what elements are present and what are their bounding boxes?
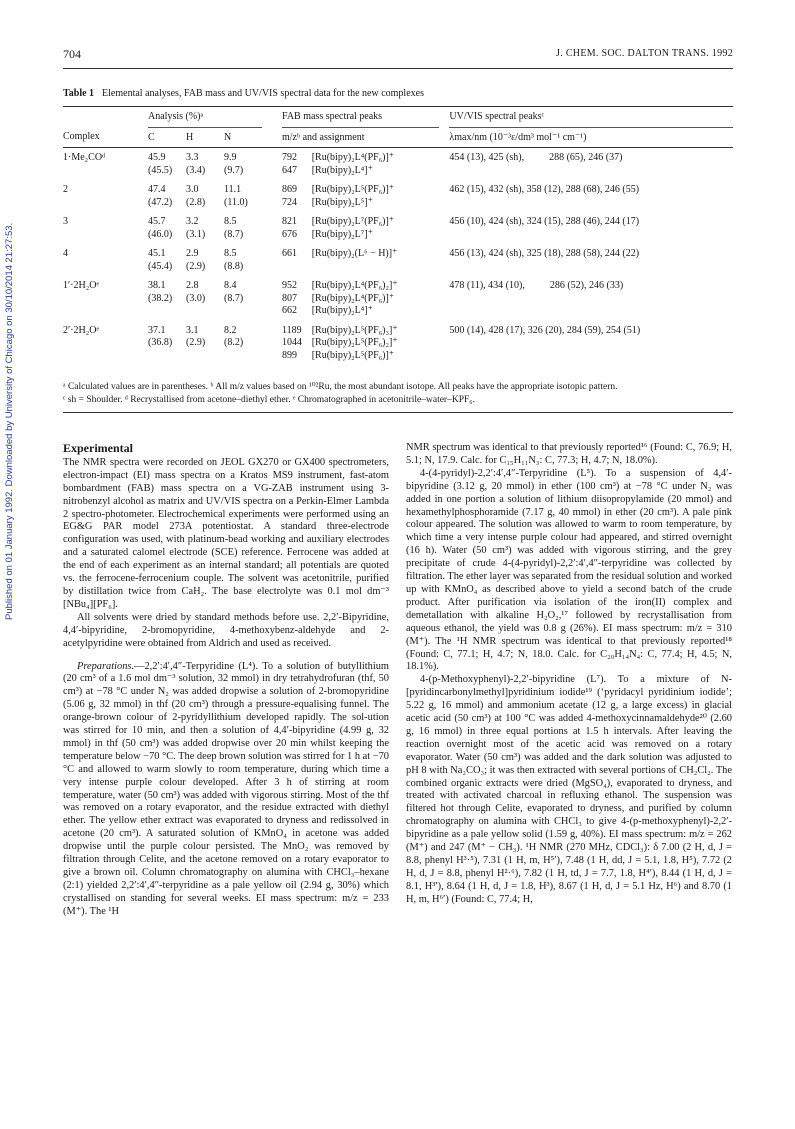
left-column (63, 442, 389, 919)
paragraph-preparation-l4 (63, 661, 389, 919)
col-header-c: C (148, 131, 155, 143)
col-header-complex: Complex (63, 131, 100, 142)
paragraph-preparation-l7: 4-(p-Methoxyphenyl)-2,2′-bipyridine (L⁷). To a mixture of N-[pyridincarbonylmethyl]pyridinium iodide¹⁹ (‘pyridacyl pyridinium iodide’; 5.22 g, 16 mmol) and ammonium acetate (12 g, a large excess) in glacial acetic acid (50 cm³) at 100 °C was added 4-methoxycinnamaldehyde²⁰ (2.60 g, 16 mmol) in three equal portions at 1.5 h intervals. After leaving the reaction overnight most of the acetic acid was removed on a rotary evaporator. Water (50 cm³) was added and the dark solution was adjusted to pH 8 with Na₂CO₃; it was then extracted with several portions of CH₂Cl₂. The combined organic extracts were dried (MgSO₄), evaporated to dryness, and treated with activated charcoal in refluxing ethanol. The suspension was filtered hot through Celite, evaporated to dryness, and purified by column chromatography on alumina with CHCl₃ to give 4-(p-methoxyphenyl)-2,2′-bipyridine as a pale yellow solid (1.59 g, 40%). EI mass spectrum: m/z = 262 (M⁺) and 247 (M⁺ − CH₃). ¹H NMR (270 MHz, CDCl₃): δ 7.00 (2 H, d, J = 8.8, phenyl H³·⁵), 7.31 (1 H, m, H⁵′), 7.48 (1 H, dd, J = 5.1, 1.8, H⁵), 7.72 (2 H, d, J = 8.8, phenyl H²·⁶), 7.82 (1 H, td, J = 7.7, 1.8, H⁴′), 8.44 (1 H, d, J = 8.1, H³′), 8.64 (1 H, d, J = 1.8, H³), 8.67 (1 H, d, J = 5.1 Hz, H⁶) and 8.70 (1 H, m, H⁶′) (Found: C, 77.4; H, (406, 674, 732, 905)
cell-c: 45.1 (45.4) (148, 248, 173, 272)
cell-assignment: [Ru(bipy)₂L⁵(PF₆)₃]⁺ [Ru(bipy)₂L⁵(PF₆)₂]⁺ [Ru(bipy)₂L⁵(PF₆)]⁺ (311, 324, 398, 361)
cell-complex: 2 (63, 184, 68, 195)
table-bottom-rule (63, 412, 733, 413)
cell-uvvis: 456 (13), 424 (sh), 325 (18), 288 (58), 244 (22) (449, 248, 640, 259)
cell-complex: 3 (63, 216, 68, 227)
col-header-n: N (224, 131, 232, 143)
header-rule (63, 68, 733, 69)
paragraph-preparation-l5: 4-(4-pyridyl)-2,2′:4′,4″-Terpyridine (L⁵). To a suspension of 4,4′-bipyridine (3.12 g, 20 mmol) in ether (100 cm³) at −78 °C under N₂ was added in one portion a solution of lithium diisopropylamide (20 mmol) and hexamethylphosphoramide (7.17 g, 40 mmol) in ether (20 cm³). A pale pink colour appeared. The solution was allowed to warm to room temperature, by which time a very intense purple colour had appeared, and stirred overnight (16 h). Water (50 cm³) was added with vigorous stirring, and the grey precipitate of crude 4-(4-pyridyl)-2,2′:4′,4″-terpyridine was collected by filtration. The ether layer was separated from the residual solution and worked up with KMnO₄ as described above to yield a second batch of the crude product. After purification via isolation of the iron(II) complex and demetallation with alkaline H₂O₂,¹⁷ followed by recrystallisation from aqueous ethanol, the yield was 0.8 g (26%). EI mass spectrum: m/z = 310 (M⁺). The ¹H NMR spectrum was identical to that previously reported¹⁸ (Found: C, 77.1; H, 4.7; N, 18.0. Calc. for C₂₀H₁₄N₄: C, 77.4; H, 4.5; N, 18.1%). (406, 467, 732, 673)
paragraph-solvents: All solvents were dried by standard methods before use. 2,2′-Bipyridine, 4,4′-bipyridine, 2-bromopyridine, 4-methoxybenz-aldehyde and 2-acetylpyridine were obtained from Aldrich and used as received. (63, 611, 389, 649)
table-caption (63, 88, 424, 99)
cell-mz: 792 647 (282, 152, 297, 176)
cell-complex: 1′·2H₂Oᵉ (63, 280, 100, 291)
table-row (63, 148, 733, 178)
cell-complex: 4 (63, 248, 68, 259)
analysis-group-header: Analysis (%)ᵃ (148, 107, 262, 128)
cell-complex: 2′·2H₂Oᵉ (63, 324, 100, 336)
preparation-l4-text: —2,2′:4′,4″-Terpyridine (L⁴). To a solution of butyllithium (20 cm³ of a 1.6 mol dm⁻³ solution, 32 mmol) in dry tetrahydrofuran (thf, 50 cm³) at −78 °C under N₂ was added dropwise a solution of 2-bromopyridine (5.06 g, 32 mmol) in thf (20 cm³) through a pressure-equalising funnel. The orange-brown colour of 2-pyridyllithium developed rapidly. The sol-ution was stirred for 10 min, and then a solution of 4,4′-bipyridine (4.99 g, 32 mmol) in thf (50 cm³) was added dropwise over 20 min whilst keeping the temperature below −70 °C. The deep brown solution was stirred for 1 h at −70 °C and allowed to warm slowly to room temperature, during which time a very intense purple colour developed. After 3 h of stirring at room temperature, water (50 cm³) was added with vigorous stirring. Most of the thf was removed on a rotary evaporator, and the residue extracted with diethyl ether. The yellow ether extract was evaporated to dryness and redissolved in acetone (20 cm³). A saturated solution of KMnO₄ in acetone was added dropwise until the purple colour persisted. The MnO₂ was removed by filtration through Celite, and the acetone removed on a rotary evaporator to give a brown oil. Column chromatography on alumina with CHCl₃–hexane (2:1) yielded 2,2′:4′,4″-terpyridine as a pale yellow oil (2.94 g, 30%) which crystallised on standing for several weeks. EI mass spectrum: m/z = 233 (M⁺). The ¹H (63, 660, 389, 917)
cell-assignment: [Ru(bipy)₂L⁷(PF₆)]⁺ [Ru(bipy)₂L⁷]⁺ (311, 216, 395, 240)
cell-uvvis: 454 (13), 425 (sh), 288 (65), 246 (37) (449, 152, 623, 163)
fab-group-header: FAB mass spectral peaks (282, 107, 439, 128)
cell-mz: 661 (282, 248, 297, 259)
cell-uvvis: 478 (11), 434 (10), 286 (52), 246 (33) (449, 280, 624, 291)
paragraph-instruments: The NMR spectra were recorded on JEOL GX270 or GX400 spectrometers, electron-impact (EI) mass spectra on a Kratos MS9 instrument, fast-atom bombardment (FAB) mass spectra on a VG-ZAB instrument using 3-nitrobenzyl alcohol as matrix and UV/VIS spectra on a Perkin-Elmer Lambda 2 spectro-photometer. Electrochemical experiments were performed using an EG&G PAR model 273A potentiostat. A standard three-electrode configuration was used, with platinum-bead working and auxiliary electrodes and a saturated calomel electrode (SCE) reference. Ferrocene was added at the end of each experiment as an internal standard; all potentials are quoted vs. the ferrocene-ferrocenium couple. The solvent was acetonitrile, purified by distillation twice from CaH₂. The base electrolyte was 0.1 mol dm⁻³ [NBu₄][PF₆]. (63, 456, 389, 610)
data-table (63, 106, 733, 362)
cell-assignment: [Ru(bipy)₂(L⁶ − H)]⁺ (311, 248, 398, 259)
table-row (63, 318, 733, 363)
cell-h: 2.8 (3.0) (186, 280, 206, 304)
cell-uvvis: 462 (15), 432 (sh), 358 (12), 288 (68), 246 (55) (449, 184, 640, 195)
cell-assignment: [Ru(bipy)₂L⁴(PF₆)]⁺ [Ru(bipy)₂L⁴]⁺ (311, 152, 395, 176)
cell-assignment: [Ru(bipy)₂L⁵(PF₆)]⁺ [Ru(bipy)₂L⁵]⁺ (311, 184, 395, 208)
paragraph-nmr-continued: NMR spectrum was identical to that previously reported¹⁶ (Found: C, 76.9; H, 5.1; N, 17.9. Calc. for C₁₅H₁₁N₃: C, 77.3; H, 4.7; N, 18.0%). (406, 442, 732, 466)
cell-h: 2.9 (2.9) (186, 248, 206, 272)
right-column (406, 442, 732, 907)
col-header-mz: m/zᵇ and assignment (282, 131, 365, 143)
page-number: 704 (63, 47, 81, 61)
col-header-uv: λmax/nm (10⁻³ε/dm³ mol⁻¹ cm⁻¹) (449, 131, 587, 143)
col-header-h: H (186, 131, 194, 143)
cell-n: 8.4 (8.7) (224, 280, 244, 304)
cell-assignment: [Ru(bipy)₂L⁴(PF₆)₂]⁺ [Ru(bipy)₂L⁴(PF₆)]⁺ [Ru(bipy)₂L⁴]⁺ (311, 280, 398, 316)
cell-c: 45.7 (46.0) (148, 216, 173, 240)
section-heading: Experimental (63, 441, 133, 455)
table-row (63, 241, 733, 273)
cell-n: 8.5 (8.8) (224, 248, 244, 272)
table-row (63, 273, 733, 318)
cell-h: 3.1 (2.9) (186, 324, 206, 348)
cell-n: 8.5 (8.7) (224, 216, 244, 240)
cell-n: 9.9 (9.7) (224, 152, 244, 176)
cell-h: 3.2 (3.1) (186, 216, 206, 240)
cell-h: 3.3 (3.4) (186, 152, 206, 176)
table-footnote-2: ᶜ sh = Shoulder. ᵈ Recrystallised from acetone–diethyl ether. ᵉ Chromatographed in acetonitrile–water–KPF₆. (63, 395, 475, 405)
table-footnote-1: ᵃ Calculated values are in parentheses. ᵇ All m/z values based on ¹⁰²Ru, the most abundant isotope. All peaks have the appropriate isotopic pattern. (63, 382, 618, 392)
journal-header: J. CHEM. SOC. DALTON TRANS. 1992 (556, 48, 733, 59)
table-row (63, 209, 733, 241)
cell-mz: 952 807 662 (282, 280, 297, 316)
cell-c: 38.1 (38.2) (148, 280, 173, 304)
cell-complex: 1·Me₂COᵈ (63, 152, 106, 163)
cell-c: 47.4 (47.2) (148, 184, 173, 208)
cell-uvvis: 500 (14), 428 (17), 326 (20), 284 (59), 254 (51) (449, 324, 641, 336)
cell-mz: 821 676 (282, 216, 297, 240)
blank-header (63, 107, 148, 128)
cell-uvvis: 456 (10), 424 (sh), 324 (15), 288 (46), 244 (17) (449, 216, 640, 227)
table-label: Table 1 (63, 88, 95, 99)
cell-n: 11.1 (11.0) (224, 184, 248, 208)
cell-mz: 1189 1044 899 (282, 324, 302, 361)
cell-c: 45.9 (45.5) (148, 152, 173, 176)
cell-mz: 869 724 (282, 184, 297, 208)
table-row (63, 177, 733, 209)
uvvis-group-header: UV/VIS spectral peaksᶜ (449, 107, 733, 128)
cell-n: 8.2 (8.2) (224, 324, 244, 348)
preparations-title: Preparations. (77, 660, 135, 672)
cell-h: 3.0 (2.8) (186, 184, 206, 208)
cell-c: 37.1 (36.8) (148, 324, 173, 348)
table-caption-text: Elemental analyses, FAB mass and UV/VIS spectral data for the new complexes (102, 88, 424, 99)
download-watermark: Published on 01 January 1992. Downloaded by University of Chicago on 30/10/2014 21:27:53. (4, 222, 15, 620)
